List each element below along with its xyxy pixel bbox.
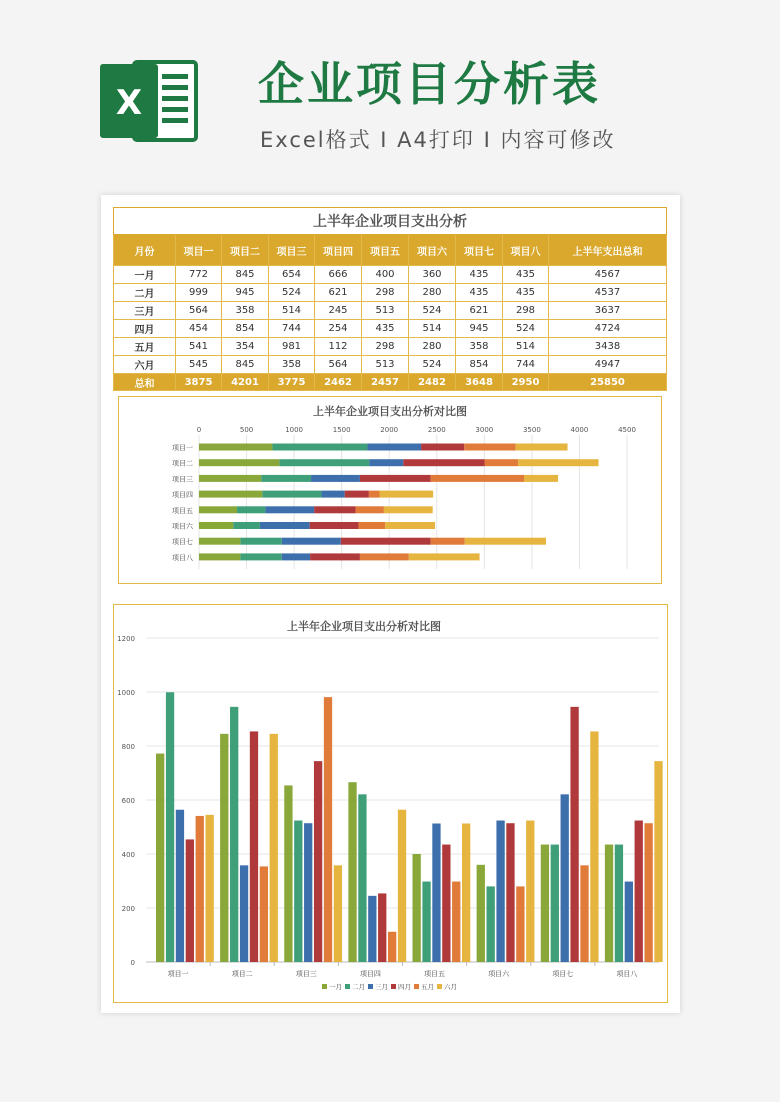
table-cell: 999 [176, 284, 222, 302]
column-header: 项目五 [362, 235, 409, 266]
table-cell: 945 [222, 284, 269, 302]
y-tick-label: 1000 [117, 689, 135, 697]
column-bar [570, 707, 578, 962]
table-cell: 744 [503, 356, 549, 374]
table-row [114, 320, 667, 338]
table-row [114, 284, 667, 302]
column-bar [166, 692, 174, 962]
column-bar [176, 810, 184, 962]
table-cell: 360 [409, 266, 456, 284]
y-category-label: 项目四 [172, 491, 193, 500]
bar-segment [199, 553, 240, 560]
y-category-label: 项目一 [172, 444, 193, 452]
bar-segment [518, 459, 598, 466]
column-bar [452, 882, 460, 962]
column-bar [462, 823, 470, 962]
y-category-label: 项目二 [172, 459, 193, 468]
column-header: 项目三 [269, 235, 315, 266]
table-cell: 3648 [456, 374, 503, 391]
table-cell: 4947 [549, 356, 667, 374]
column-bar [605, 845, 613, 962]
bar-segment [314, 506, 355, 513]
column-bar [398, 810, 406, 962]
x-tick-label: 3500 [522, 426, 541, 434]
table-cell: 400 [362, 266, 409, 284]
column-bar [294, 821, 302, 962]
table-row [114, 338, 667, 356]
table-cell: 744 [269, 320, 315, 338]
bar-segment [431, 475, 524, 482]
table-cell: 二月 [114, 284, 176, 302]
chart-title: 上半年企业项目支出分析对比图 [313, 405, 467, 418]
table-cell: 298 [362, 284, 409, 302]
column-bar [422, 882, 430, 962]
table-cell: 2457 [362, 374, 409, 391]
svg-text:X: X [115, 83, 143, 123]
table-cell: 514 [269, 302, 315, 320]
column-bar [358, 794, 366, 962]
bar-segment [385, 522, 435, 529]
table-cell: 435 [362, 320, 409, 338]
column-bar [388, 932, 396, 962]
table-caption: 上半年企业项目支出分析 [114, 208, 667, 235]
table-row [114, 356, 667, 374]
column-bar [304, 823, 312, 962]
table-cell: 772 [176, 266, 222, 284]
column-bar [654, 761, 662, 962]
column-bar [644, 823, 652, 962]
column-bar [260, 866, 268, 962]
bar-segment [233, 522, 260, 529]
bar-segment [265, 506, 314, 513]
y-category-label: 项目六 [172, 522, 193, 531]
column-bar [324, 697, 332, 962]
table-cell: 4724 [549, 320, 667, 338]
stacked-bar-chart [118, 396, 662, 584]
x-category-label: 项目八 [616, 970, 638, 978]
table-cell: 564 [176, 302, 222, 320]
page-subtitle: Excel格式 I A4打印 I 内容可修改 [260, 128, 616, 152]
table-cell: 513 [362, 302, 409, 320]
bar-segment [345, 491, 369, 498]
table-cell: 3438 [549, 338, 667, 356]
excel-logo-icon [100, 58, 198, 144]
column-bar [250, 731, 258, 962]
y-tick-label: 400 [121, 851, 135, 859]
table-cell: 总和 [114, 374, 176, 391]
bar-segment [464, 444, 515, 451]
table-cell: 358 [222, 302, 269, 320]
table-cell: 4201 [222, 374, 269, 391]
x-tick-label: 4500 [618, 426, 636, 434]
bar-segment [409, 553, 480, 560]
bar-segment [199, 491, 262, 498]
table-cell: 845 [222, 266, 269, 284]
table-cell: 358 [269, 356, 315, 374]
table-cell: 545 [176, 356, 222, 374]
column-bar [477, 865, 485, 962]
x-category-label: 项目七 [552, 970, 574, 978]
x-tick-label: 3000 [475, 426, 494, 434]
legend-label: 四月 [398, 983, 411, 991]
bar-segment [262, 491, 321, 498]
table-cell: 524 [269, 284, 315, 302]
column-bar [378, 893, 386, 962]
page-title: 企业项目分析表 [258, 57, 601, 111]
column-bar [580, 865, 588, 962]
column-header: 项目七 [456, 235, 503, 266]
column-header: 项目二 [222, 235, 269, 266]
x-category-label: 项目五 [424, 970, 446, 978]
bar-segment [199, 522, 233, 529]
table-total-row [114, 374, 667, 391]
x-category-label: 项目三 [295, 970, 317, 978]
bar-segment [260, 522, 310, 529]
table-cell: 514 [409, 320, 456, 338]
bar-segment [310, 522, 359, 529]
table-cell: 280 [409, 338, 456, 356]
column-bar [625, 882, 633, 962]
column-chart [113, 604, 668, 1003]
x-category-label: 项目一 [167, 970, 189, 978]
bar-segment [485, 459, 519, 466]
column-bar [615, 845, 623, 962]
bar-segment [199, 444, 272, 451]
table-cell: 254 [315, 320, 362, 338]
table-cell: 524 [409, 356, 456, 374]
table-cell: 454 [176, 320, 222, 338]
column-bar [240, 865, 248, 962]
table-cell: 524 [503, 320, 549, 338]
column-header: 上半年支出总和 [549, 235, 667, 266]
column-bar [334, 865, 342, 962]
table-cell: 四月 [114, 320, 176, 338]
x-category-label: 项目四 [359, 970, 381, 978]
table-cell: 3637 [549, 302, 667, 320]
bar-segment [369, 459, 403, 466]
bar-segment [261, 475, 311, 482]
x-category-label: 项目二 [231, 970, 253, 978]
table-cell: 2950 [503, 374, 549, 391]
table-cell: 541 [176, 338, 222, 356]
column-bar [186, 839, 194, 962]
bar-segment [240, 538, 281, 545]
column-header: 项目一 [176, 235, 222, 266]
column-header: 项目八 [503, 235, 549, 266]
y-category-label: 项目八 [172, 553, 193, 562]
column-bar [220, 734, 228, 962]
bar-segment [272, 444, 367, 451]
y-tick-label: 600 [121, 797, 135, 805]
column-bar [496, 821, 504, 962]
column-bar [284, 785, 292, 962]
table-header-row [114, 235, 667, 266]
bar-segment [360, 475, 431, 482]
column-bar [196, 816, 204, 962]
bar-segment [516, 444, 568, 451]
table-cell: 435 [456, 266, 503, 284]
x-tick-label: 1000 [285, 426, 304, 434]
table-cell: 3875 [176, 374, 222, 391]
column-bar [314, 761, 322, 962]
column-header: 项目六 [409, 235, 456, 266]
legend-label: 五月 [421, 983, 434, 991]
table-cell: 六月 [114, 356, 176, 374]
y-tick-label: 0 [130, 959, 135, 967]
table-cell: 654 [269, 266, 315, 284]
column-bar [516, 886, 524, 962]
table-cell: 945 [456, 320, 503, 338]
legend-label: 一月 [329, 983, 342, 991]
bar-segment [311, 475, 360, 482]
bar-segment [367, 444, 421, 451]
table-cell: 854 [222, 320, 269, 338]
column-bar [156, 754, 164, 962]
column-bar [432, 823, 440, 962]
table-cell: 435 [503, 284, 549, 302]
table-cell: 一月 [114, 266, 176, 284]
x-tick-label: 1500 [332, 426, 351, 434]
legend-swatch [414, 984, 419, 989]
stacked-bar-chart-svg [119, 397, 661, 583]
bar-segment [384, 506, 433, 513]
table-cell: 2482 [409, 374, 456, 391]
table-cell: 666 [315, 266, 362, 284]
bar-segment [431, 538, 465, 545]
table-cell: 354 [222, 338, 269, 356]
table-row [114, 266, 667, 284]
column-bar [368, 896, 376, 962]
table-cell: 五月 [114, 338, 176, 356]
table-cell: 435 [456, 284, 503, 302]
y-tick-label: 1200 [117, 635, 135, 643]
bar-segment [282, 553, 310, 560]
x-tick-label: 2000 [380, 426, 399, 434]
bar-segment [199, 459, 279, 466]
table-cell: 112 [315, 338, 362, 356]
column-bar [635, 821, 643, 962]
table-cell: 845 [222, 356, 269, 374]
column-bar [526, 821, 534, 962]
table-cell: 280 [409, 284, 456, 302]
bar-segment [237, 506, 265, 513]
table-cell: 2462 [315, 374, 362, 391]
spreadsheet-page [101, 195, 680, 1013]
table-cell: 25850 [549, 374, 667, 391]
table-cell: 513 [362, 356, 409, 374]
column-bar [206, 815, 214, 962]
legend-label: 二月 [352, 983, 365, 991]
bar-segment [341, 538, 431, 545]
x-tick-label: 0 [196, 426, 202, 434]
bar-segment [356, 506, 384, 513]
bar-segment [282, 538, 341, 545]
x-category-label: 项目六 [488, 970, 510, 978]
column-bar [230, 707, 238, 962]
column-bar [487, 886, 495, 962]
bar-segment [310, 553, 360, 560]
table-cell: 621 [315, 284, 362, 302]
bar-segment [403, 459, 484, 466]
legend-swatch [322, 984, 327, 989]
bar-segment [321, 491, 344, 498]
y-category-label: 项目五 [172, 506, 193, 515]
legend-swatch [437, 984, 442, 989]
column-bar [413, 854, 421, 962]
table-cell: 621 [456, 302, 503, 320]
y-category-label: 项目三 [172, 475, 193, 484]
table-cell: 435 [503, 266, 549, 284]
legend-label: 六月 [444, 983, 457, 991]
column-header: 月份 [114, 235, 176, 266]
bar-segment [465, 538, 546, 545]
table-cell: 358 [456, 338, 503, 356]
bar-segment [240, 553, 281, 560]
legend-swatch [391, 984, 396, 989]
column-bar [348, 782, 356, 962]
column-bar [551, 845, 559, 962]
legend-swatch [345, 984, 350, 989]
bar-segment [369, 491, 380, 498]
x-tick-label: 500 [239, 426, 254, 434]
table-cell: 245 [315, 302, 362, 320]
chart-title: 上半年企业项目支出分析对比图 [287, 620, 441, 633]
table-cell: 4537 [549, 284, 667, 302]
bar-segment [524, 475, 558, 482]
table-cell: 三月 [114, 302, 176, 320]
table-row [114, 302, 667, 320]
column-header: 项目四 [315, 235, 362, 266]
x-tick-label: 4000 [570, 426, 589, 434]
legend-label: 三月 [375, 983, 388, 991]
column-bar [590, 731, 598, 962]
expense-table [113, 207, 667, 391]
table-cell: 564 [315, 356, 362, 374]
table-cell: 854 [456, 356, 503, 374]
table-cell: 981 [269, 338, 315, 356]
column-chart-svg [114, 605, 667, 1002]
bar-segment [199, 538, 240, 545]
bar-segment [279, 459, 369, 466]
bar-segment [360, 553, 409, 560]
y-tick-label: 800 [121, 743, 135, 751]
table-cell: 298 [503, 302, 549, 320]
table-cell: 524 [409, 302, 456, 320]
legend-swatch [368, 984, 373, 989]
bar-segment [199, 506, 237, 513]
table-cell: 298 [362, 338, 409, 356]
table-cell: 514 [503, 338, 549, 356]
page-header [0, 0, 780, 195]
bar-segment [199, 475, 261, 482]
bar-segment [421, 444, 464, 451]
bar-segment [359, 522, 386, 529]
x-tick-label: 2500 [427, 426, 446, 434]
column-bar [506, 823, 514, 962]
table-cell: 4567 [549, 266, 667, 284]
column-bar [561, 794, 569, 962]
bar-segment [380, 491, 434, 498]
column-bar [442, 845, 450, 962]
table-cell: 3775 [269, 374, 315, 391]
column-bar [270, 734, 278, 962]
y-category-label: 项目七 [172, 538, 193, 547]
y-tick-label: 200 [121, 905, 135, 913]
column-bar [541, 845, 549, 962]
